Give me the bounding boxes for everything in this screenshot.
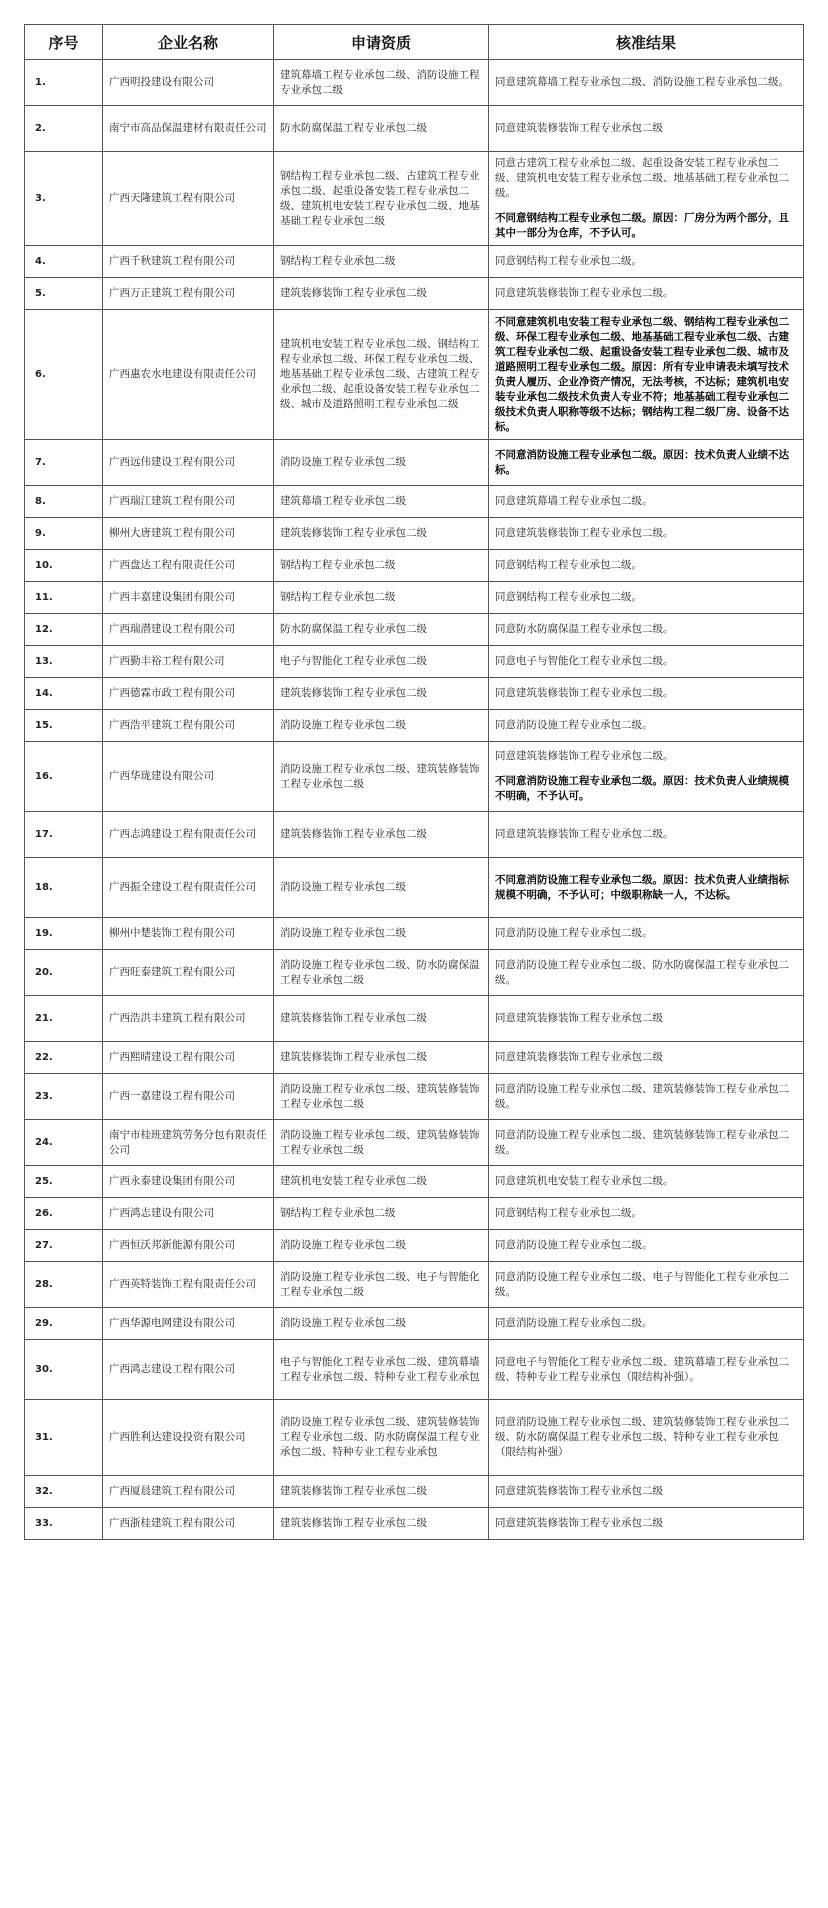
row-number: 2. (25, 106, 103, 152)
table-row (25, 710, 804, 742)
approval-text: 同意消防设施工程专业承包二级。 (495, 927, 653, 939)
table-row (25, 742, 804, 812)
applied-qualification: 消防设施工程专业承包二级 (274, 1230, 489, 1262)
row-number: 10. (25, 550, 103, 582)
applied-qualification: 防水防腐保温工程专业承包二级 (274, 106, 489, 152)
row-number: 16. (25, 742, 103, 812)
company-name: 广西旺泰建筑工程有限公司 (103, 950, 274, 996)
approval-text: 同意消防设施工程专业承包二级。 (495, 1317, 653, 1329)
row-number: 23. (25, 1074, 103, 1120)
table-row (25, 1508, 804, 1540)
table-row (25, 996, 804, 1042)
approval-result (489, 310, 804, 440)
row-number: 6. (25, 310, 103, 440)
table-row (25, 278, 804, 310)
company-name: 广西永泰建设集团有限公司 (103, 1166, 274, 1198)
approval-text: 同意消防设施工程专业承包二级。 (495, 1239, 653, 1251)
table-row (25, 1476, 804, 1508)
row-number: 27. (25, 1230, 103, 1262)
approval-text: 同意建筑装修装饰工程专业承包二级。 (495, 828, 674, 840)
approval-text: 同意建筑装修装饰工程专业承包二级 (495, 122, 663, 134)
approval-result (489, 1166, 804, 1198)
approval-result (489, 812, 804, 858)
row-number: 31. (25, 1400, 103, 1476)
table-row (25, 858, 804, 918)
applied-qualification: 钢结构工程专业承包二级 (274, 1198, 489, 1230)
approval-text: 同意电子与智能化工程专业承包二级。 (495, 655, 674, 667)
table-row (25, 1074, 804, 1120)
approval-result (489, 1074, 804, 1120)
approval-text: 同意古建筑工程专业承包二级、起重设备安装工程专业承包二级、建筑机电安装工程专业承包二级、地基基础工程专业承包二级。 (495, 157, 789, 199)
company-name: 广西浩洪丰建筑工程有限公司 (103, 996, 274, 1042)
company-name: 柳州大唐建筑工程有限公司 (103, 518, 274, 550)
company-name: 广西厦晨建筑工程有限公司 (103, 1476, 274, 1508)
approval-text: 同意建筑装修装饰工程专业承包二级。 (495, 527, 674, 539)
table-row (25, 1166, 804, 1198)
table-row (25, 152, 804, 246)
approval-result (489, 996, 804, 1042)
approval-result (489, 60, 804, 106)
applied-qualification: 钢结构工程专业承包二级、古建筑工程专业承包二级、起重设备安装工程专业承包二级、建筑机电安装工程专业承包二级、地基基础工程专业承包二级 (274, 152, 489, 246)
approval-text: 同意钢结构工程专业承包二级。 (495, 1207, 642, 1219)
table-row (25, 106, 804, 152)
approval-text: 同意消防设施工程专业承包二级、建筑装修装饰工程专业承包二级、防水防腐保温工程专业承包二级、特种专业工程专业承包（限结构补强） (495, 1416, 789, 1458)
approval-result (489, 486, 804, 518)
company-name: 广西浙桂建筑工程有限公司 (103, 1508, 274, 1540)
applied-qualification: 消防设施工程专业承包二级 (274, 918, 489, 950)
company-name: 广西瑞潜建设工程有限公司 (103, 614, 274, 646)
table-row (25, 60, 804, 106)
row-number: 11. (25, 582, 103, 614)
approval-result (489, 950, 804, 996)
applied-qualification: 消防设施工程专业承包二级、防水防腐保温工程专业承包二级 (274, 950, 489, 996)
table-row (25, 1042, 804, 1074)
approval-result (489, 710, 804, 742)
table-body (25, 60, 804, 1540)
approval-result (489, 440, 804, 486)
company-name: 广西丰嘉建设集团有限公司 (103, 582, 274, 614)
row-number: 22. (25, 1042, 103, 1074)
approval-text: 同意钢结构工程专业承包二级。 (495, 255, 642, 267)
table-row (25, 550, 804, 582)
company-name: 广西明投建设有限公司 (103, 60, 274, 106)
company-name: 柳州中楚装饰工程有限公司 (103, 918, 274, 950)
approval-text: 同意建筑幕墙工程专业承包二级、消防设施工程专业承包二级。 (495, 76, 789, 88)
qualification-approval-table (24, 24, 804, 1540)
applied-qualification: 消防设施工程专业承包二级、建筑装修装饰工程专业承包二级 (274, 1074, 489, 1120)
applied-qualification: 消防设施工程专业承包二级、电子与智能化工程专业承包二级 (274, 1262, 489, 1308)
approval-text: 同意建筑幕墙工程专业承包二级。 (495, 495, 653, 507)
approval-result (489, 678, 804, 710)
approval-text: 同意建筑装修装饰工程专业承包二级。 (495, 287, 674, 299)
applied-qualification: 建筑机电安装工程专业承包二级 (274, 1166, 489, 1198)
table-row (25, 310, 804, 440)
table-row (25, 582, 804, 614)
approval-text: 同意建筑装修装饰工程专业承包二级 (495, 1485, 663, 1497)
table-row (25, 1340, 804, 1400)
header-no: 序号 (25, 25, 103, 60)
company-name: 广西熙晴建设工程有限公司 (103, 1042, 274, 1074)
approval-text: 同意建筑装修装饰工程专业承包二级 (495, 1012, 663, 1024)
approval-result (489, 582, 804, 614)
rejection-reason: 不同意建筑机电安装工程专业承包二级、钢结构工程专业承包二级、环保工程专业承包二级、地基基础工程专业承包二级、古建筑工程专业承包二级、起重设备安装工程专业承包二级、城市及道路照明工程专业承包二级。原因：所有专业申请表未填写技术负责人履历、企业净资产情况，无法考核，不达标；建筑机电安装专业承包二级技术负责人专业不符；地基基础工程专业承包二级技术负责人职称等级不达标；钢结构工程二级厂房、设备不达标。 (495, 315, 789, 433)
row-number: 32. (25, 1476, 103, 1508)
applied-qualification: 消防设施工程专业承包二级 (274, 440, 489, 486)
applied-qualification: 钢结构工程专业承包二级 (274, 246, 489, 278)
row-number: 17. (25, 812, 103, 858)
applied-qualification: 建筑机电安装工程专业承包二级、钢结构工程专业承包二级、环保工程专业承包二级、地基基础工程专业承包二级、古建筑工程专业承包二级、起重设备安装工程专业承包二级、城市及道路照明工程专业承包二级 (274, 310, 489, 440)
applied-qualification: 建筑装修装饰工程专业承包二级 (274, 996, 489, 1042)
approval-text: 同意建筑装修装饰工程专业承包二级。 (495, 687, 674, 699)
table-row (25, 1120, 804, 1166)
approval-text: 同意建筑装修装饰工程专业承包二级 (495, 1517, 663, 1529)
table-row (25, 440, 804, 486)
applied-qualification: 消防设施工程专业承包二级、建筑装修装饰工程专业承包二级 (274, 1120, 489, 1166)
table-row (25, 1262, 804, 1308)
row-number: 21. (25, 996, 103, 1042)
applied-qualification: 消防设施工程专业承包二级 (274, 858, 489, 918)
company-name: 广西千秋建筑工程有限公司 (103, 246, 274, 278)
applied-qualification: 消防设施工程专业承包二级、建筑装修装饰工程专业承包二级 (274, 742, 489, 812)
row-number: 33. (25, 1508, 103, 1540)
applied-qualification: 建筑装修装饰工程专业承包二级 (274, 812, 489, 858)
company-name: 广西志鸿建设工程有限责任公司 (103, 812, 274, 858)
approval-result (489, 550, 804, 582)
row-number: 8. (25, 486, 103, 518)
applied-qualification: 建筑装修装饰工程专业承包二级 (274, 518, 489, 550)
rejection-reason: 不同意消防设施工程专业承包二级。原因：技术负责人业绩规模不明确，不予认可。 (495, 775, 789, 802)
applied-qualification: 钢结构工程专业承包二级 (274, 550, 489, 582)
approval-text: 同意消防设施工程专业承包二级、防水防腐保温工程专业承包二级。 (495, 958, 789, 986)
table-row (25, 246, 804, 278)
company-name: 广西恒沃邦新能源有限公司 (103, 1230, 274, 1262)
approval-text: 同意建筑装修装饰工程专业承包二级 (495, 1051, 663, 1063)
approval-text: 同意消防设施工程专业承包二级。 (495, 719, 653, 731)
approval-result (489, 246, 804, 278)
approval-result (489, 278, 804, 310)
row-number: 26. (25, 1198, 103, 1230)
company-name: 广西天隆建筑工程有限公司 (103, 152, 274, 246)
company-name: 南宁市桂班建筑劳务分包有限责任公司 (103, 1120, 274, 1166)
applied-qualification: 建筑幕墙工程专业承包二级、消防设施工程专业承包二级 (274, 60, 489, 106)
approval-result (489, 1230, 804, 1262)
table-row (25, 678, 804, 710)
table-row (25, 646, 804, 678)
table-row (25, 518, 804, 550)
company-name: 广西德霖市政工程有限公司 (103, 678, 274, 710)
approval-result (489, 918, 804, 950)
approval-text: 同意消防设施工程专业承包二级、电子与智能化工程专业承包二级。 (495, 1270, 789, 1298)
applied-qualification: 电子与智能化工程专业承包二级、建筑幕墙工程专业承包二级、特种专业工程专业承包 (274, 1340, 489, 1400)
row-number: 20. (25, 950, 103, 996)
approval-text: 同意电子与智能化工程专业承包二级、建筑幕墙工程专业承包二级、特种专业工程专业承包（限结构补强）。 (495, 1355, 789, 1383)
table-row (25, 1230, 804, 1262)
applied-qualification: 建筑装修装饰工程专业承包二级 (274, 278, 489, 310)
table-row (25, 1400, 804, 1476)
approval-result (489, 646, 804, 678)
approval-result (489, 152, 804, 246)
applied-qualification: 建筑幕墙工程专业承包二级 (274, 486, 489, 518)
company-name: 广西一嘉建设工程有限公司 (103, 1074, 274, 1120)
table-row (25, 1198, 804, 1230)
row-number: 9. (25, 518, 103, 550)
applied-qualification: 建筑装修装饰工程专业承包二级 (274, 678, 489, 710)
row-number: 30. (25, 1340, 103, 1400)
company-name: 广西盘达工程有限责任公司 (103, 550, 274, 582)
applied-qualification: 钢结构工程专业承包二级 (274, 582, 489, 614)
approval-result (489, 742, 804, 812)
row-number: 1. (25, 60, 103, 106)
applied-qualification: 建筑装修装饰工程专业承包二级 (274, 1508, 489, 1540)
row-number: 7. (25, 440, 103, 486)
company-name: 广西鸿志建设工程有限公司 (103, 1340, 274, 1400)
company-name: 广西华珑建设有限公司 (103, 742, 274, 812)
approval-result (489, 1400, 804, 1476)
approval-result (489, 1042, 804, 1074)
approval-result (489, 106, 804, 152)
approval-text: 同意消防设施工程专业承包二级、建筑装修装饰工程专业承包二级。 (495, 1082, 789, 1110)
table-row (25, 486, 804, 518)
row-number: 24. (25, 1120, 103, 1166)
header-company-name: 企业名称 (103, 25, 274, 60)
approval-text: 同意消防设施工程专业承包二级、建筑装修装饰工程专业承包二级。 (495, 1128, 789, 1156)
approval-text: 同意建筑装修装饰工程专业承包二级。 (495, 750, 674, 762)
applied-qualification: 建筑装修装饰工程专业承包二级 (274, 1042, 489, 1074)
header-applied-qualification: 申请资质 (274, 25, 489, 60)
company-name: 南宁市高品保温建材有限责任公司 (103, 106, 274, 152)
company-name: 广西万正建筑工程有限公司 (103, 278, 274, 310)
row-number: 5. (25, 278, 103, 310)
rejection-reason: 不同意钢结构工程专业承包二级。原因：厂房分为两个部分，且其中一部分为仓库，不予认可。 (495, 212, 789, 239)
applied-qualification: 消防设施工程专业承包二级、建筑装修装饰工程专业承包二级、防水防腐保温工程专业承包二级、特种专业工程专业承包 (274, 1400, 489, 1476)
row-number: 25. (25, 1166, 103, 1198)
applied-qualification: 防水防腐保温工程专业承包二级 (274, 614, 489, 646)
company-name: 广西远伟建设工程有限公司 (103, 440, 274, 486)
approval-result (489, 614, 804, 646)
approval-text: 同意钢结构工程专业承包二级。 (495, 559, 642, 571)
row-number: 29. (25, 1308, 103, 1340)
table-row (25, 1308, 804, 1340)
company-name: 广西瑞江建筑工程有限公司 (103, 486, 274, 518)
approval-result (489, 1120, 804, 1166)
approval-result (489, 1308, 804, 1340)
approval-text: 同意防水防腐保温工程专业承包二级。 (495, 623, 674, 635)
table-row (25, 950, 804, 996)
row-number: 14. (25, 678, 103, 710)
approval-result (489, 1198, 804, 1230)
company-name: 广西胜利达建设投资有限公司 (103, 1400, 274, 1476)
row-number: 13. (25, 646, 103, 678)
company-name: 广西惠农水电建设有限责任公司 (103, 310, 274, 440)
rejection-reason: 不同意消防设施工程专业承包二级。原因：技术负责人业绩指标规模不明确，不予认可；中级职称缺一人，不达标。 (495, 873, 789, 901)
table-row (25, 918, 804, 950)
applied-qualification: 消防设施工程专业承包二级 (274, 1308, 489, 1340)
applied-qualification: 建筑装修装饰工程专业承包二级 (274, 1476, 489, 1508)
row-number: 19. (25, 918, 103, 950)
company-name: 广西华源电网建设有限公司 (103, 1308, 274, 1340)
row-number: 3. (25, 152, 103, 246)
approval-result (489, 1476, 804, 1508)
approval-result (489, 1508, 804, 1540)
row-number: 28. (25, 1262, 103, 1308)
company-name: 广西浩平建筑工程有限公司 (103, 710, 274, 742)
applied-qualification: 电子与智能化工程专业承包二级 (274, 646, 489, 678)
approval-text: 同意建筑机电安装工程专业承包二级。 (495, 1175, 674, 1187)
row-number: 18. (25, 858, 103, 918)
rejection-reason: 不同意消防设施工程专业承包二级。原因：技术负责人业绩不达标。 (495, 448, 789, 476)
approval-result (489, 1340, 804, 1400)
applied-qualification: 消防设施工程专业承包二级 (274, 710, 489, 742)
company-name: 广西鸿志建设有限公司 (103, 1198, 274, 1230)
company-name: 广西英特装饰工程有限责任公司 (103, 1262, 274, 1308)
approval-text: 同意钢结构工程专业承包二级。 (495, 591, 642, 603)
header-approval-result: 核准结果 (489, 25, 804, 60)
row-number: 15. (25, 710, 103, 742)
row-number: 12. (25, 614, 103, 646)
row-number: 4. (25, 246, 103, 278)
table-row (25, 812, 804, 858)
table-row (25, 614, 804, 646)
approval-result (489, 518, 804, 550)
table-header-row (25, 25, 804, 60)
approval-result (489, 858, 804, 918)
company-name: 广西勤丰裕工程有限公司 (103, 646, 274, 678)
approval-result (489, 1262, 804, 1308)
company-name: 广西振全建设工程有限责任公司 (103, 858, 274, 918)
